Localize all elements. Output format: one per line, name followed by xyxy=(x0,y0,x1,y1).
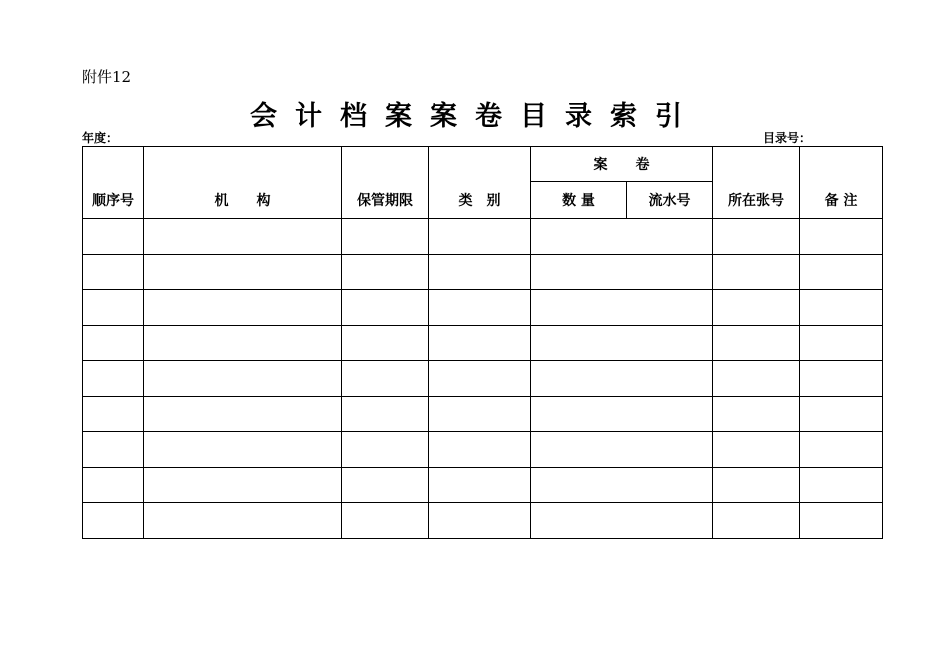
cell-ledger-no[interactable] xyxy=(713,396,800,432)
cell-retention[interactable] xyxy=(342,396,429,432)
column-header-remarks: 备 注 xyxy=(800,147,883,219)
cell-retention[interactable] xyxy=(342,503,429,539)
cell-remarks[interactable] xyxy=(800,396,883,432)
cell-volume[interactable] xyxy=(531,325,713,361)
cell-ledger-no[interactable] xyxy=(713,219,800,255)
cell-org[interactable] xyxy=(144,325,342,361)
table-row xyxy=(83,325,883,361)
table-body xyxy=(83,219,883,539)
cell-remarks[interactable] xyxy=(800,467,883,503)
year-label: 年度： xyxy=(82,131,119,145)
column-header-category: 类 别 xyxy=(429,147,531,219)
cell-org[interactable] xyxy=(144,361,342,397)
cell-category[interactable] xyxy=(429,325,531,361)
cell-ledger-no[interactable] xyxy=(713,467,800,503)
cell-ledger-no[interactable] xyxy=(713,290,800,326)
cell-seq[interactable] xyxy=(83,254,144,290)
column-header-serial: 流水号 xyxy=(627,182,713,219)
cell-retention[interactable] xyxy=(342,432,429,468)
cell-org[interactable] xyxy=(144,503,342,539)
cell-ledger-no[interactable] xyxy=(713,325,800,361)
cell-seq[interactable] xyxy=(83,467,144,503)
cell-category[interactable] xyxy=(429,219,531,255)
table-row xyxy=(83,290,883,326)
cell-volume[interactable] xyxy=(531,503,713,539)
cell-volume[interactable] xyxy=(531,254,713,290)
cell-ledger-no[interactable] xyxy=(713,503,800,539)
cell-remarks[interactable] xyxy=(800,219,883,255)
cell-org[interactable] xyxy=(144,396,342,432)
cell-remarks[interactable] xyxy=(800,254,883,290)
cell-org[interactable] xyxy=(144,219,342,255)
cell-volume[interactable] xyxy=(531,219,713,255)
table-row xyxy=(83,467,883,503)
cell-volume[interactable] xyxy=(531,396,713,432)
cell-remarks[interactable] xyxy=(800,432,883,468)
cell-remarks[interactable] xyxy=(800,361,883,397)
cell-seq[interactable] xyxy=(83,219,144,255)
cell-retention[interactable] xyxy=(342,290,429,326)
cell-ledger-no[interactable] xyxy=(713,361,800,397)
cell-remarks[interactable] xyxy=(800,325,883,361)
cell-retention[interactable] xyxy=(342,254,429,290)
cell-volume[interactable] xyxy=(531,361,713,397)
page-title: 会计档案案卷目录索引 xyxy=(250,101,700,132)
cell-retention[interactable] xyxy=(342,467,429,503)
cell-seq[interactable] xyxy=(83,396,144,432)
table-row xyxy=(83,219,883,255)
cell-category[interactable] xyxy=(429,290,531,326)
cell-ledger-no[interactable] xyxy=(713,254,800,290)
table-row xyxy=(83,503,883,539)
cell-category[interactable] xyxy=(429,396,531,432)
column-header-retention: 保管期限 xyxy=(342,147,429,219)
table-row xyxy=(83,396,883,432)
cell-remarks[interactable] xyxy=(800,503,883,539)
cell-org[interactable] xyxy=(144,254,342,290)
cell-volume[interactable] xyxy=(531,432,713,468)
cell-category[interactable] xyxy=(429,467,531,503)
cell-org[interactable] xyxy=(144,467,342,503)
archive-index-table xyxy=(82,146,883,539)
cell-category[interactable] xyxy=(429,361,531,397)
cell-ledger-no[interactable] xyxy=(713,432,800,468)
cell-category[interactable] xyxy=(429,432,531,468)
column-header-org: 机 构 xyxy=(144,147,342,219)
cell-seq[interactable] xyxy=(83,290,144,326)
cell-volume[interactable] xyxy=(531,467,713,503)
column-header-seq: 顺序号 xyxy=(83,147,144,219)
cell-retention[interactable] xyxy=(342,325,429,361)
column-header-volume-group: 案 卷 xyxy=(531,147,713,182)
cell-category[interactable] xyxy=(429,254,531,290)
column-header-ledger-no: 所在张号 xyxy=(713,147,800,219)
table-row xyxy=(83,254,883,290)
cell-org[interactable] xyxy=(144,432,342,468)
cell-seq[interactable] xyxy=(83,361,144,397)
cell-category[interactable] xyxy=(429,503,531,539)
cell-retention[interactable] xyxy=(342,361,429,397)
cell-seq[interactable] xyxy=(83,503,144,539)
table-row xyxy=(83,361,883,397)
cell-seq[interactable] xyxy=(83,325,144,361)
cell-remarks[interactable] xyxy=(800,290,883,326)
attachment-label: 附件12 xyxy=(82,68,132,86)
table-header-row xyxy=(83,147,883,182)
cell-retention[interactable] xyxy=(342,219,429,255)
catalog-number-label: 目录号： xyxy=(763,131,812,145)
cell-org[interactable] xyxy=(144,290,342,326)
cell-volume[interactable] xyxy=(531,290,713,326)
column-header-quantity: 数 量 xyxy=(531,182,627,219)
table-row xyxy=(83,432,883,468)
cell-seq[interactable] xyxy=(83,432,144,468)
